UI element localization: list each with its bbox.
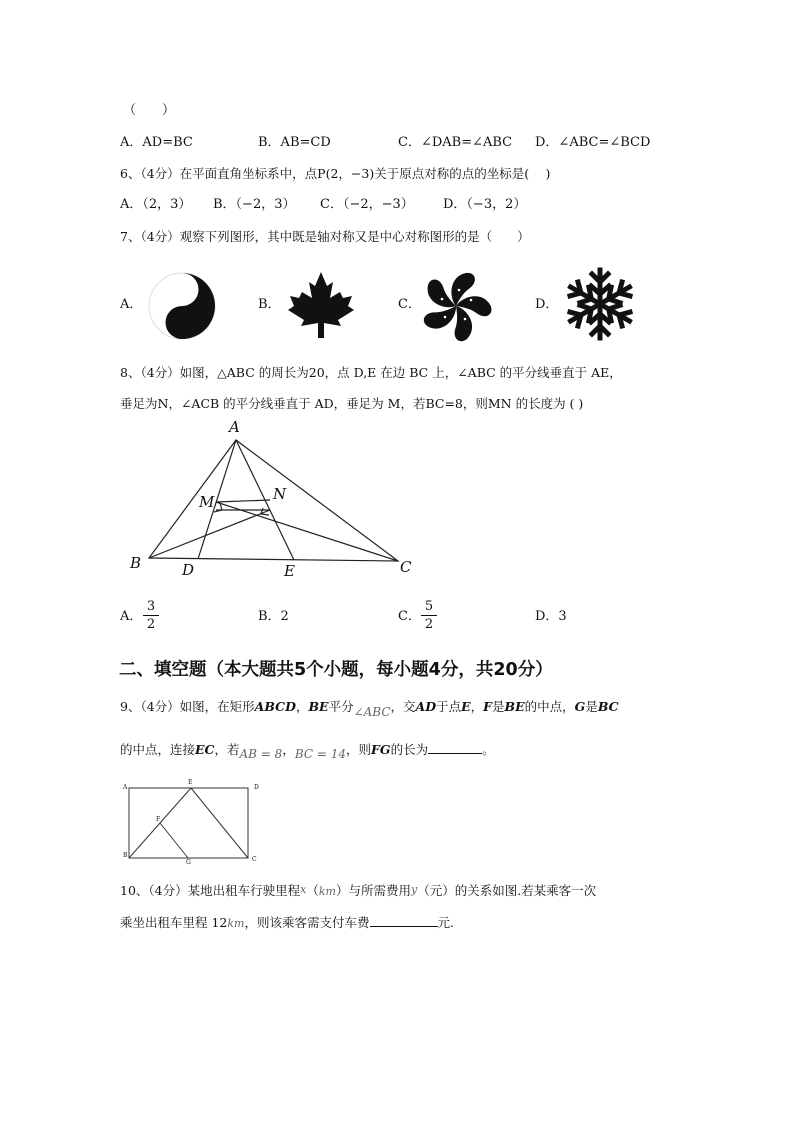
q7-option-b: B．	[258, 297, 281, 312]
q9-line2-d: 的长为	[390, 742, 429, 757]
q10-stem-line1	[120, 882, 596, 901]
q9-bc-eq: BC = 14	[294, 747, 347, 761]
q9-bc: BC	[597, 699, 619, 714]
q7-option-c: C．	[398, 297, 421, 312]
yin-yang-icon	[148, 272, 216, 340]
q9-g: G	[574, 699, 586, 714]
q9-mid2: 于点	[436, 699, 462, 714]
section-2-heading: 二、填空题（本大题共5个小题，每小题4分，共20分）	[119, 660, 553, 680]
q9-mid1: ，交	[390, 699, 416, 714]
q5-option-a: A．AD=BC	[120, 135, 193, 150]
q6-option-d: D．（−3，2）	[443, 197, 527, 212]
q8-label-d: D	[182, 561, 195, 579]
q10-line1-b: （元）的关系如图.若某乘客一次	[417, 883, 597, 898]
q8-option-b: B．2	[258, 609, 289, 624]
q8-option-c-letter: C．	[398, 609, 421, 624]
q5-option-b: B．AB=CD	[258, 135, 331, 150]
q9-rectangle-figure	[122, 779, 258, 864]
q9-f: F	[483, 699, 493, 714]
q9-label-c: C	[252, 856, 257, 863]
q10-unit-open: （	[306, 883, 319, 898]
q9-fg: FG	[371, 742, 391, 757]
q9-ab-eq: AB = 8	[239, 747, 283, 761]
q9-angle: ∠ABC	[353, 705, 391, 719]
q9-be: BE	[308, 699, 329, 714]
q9-mid3: 是	[492, 699, 505, 714]
q9-ec: EC	[195, 742, 215, 757]
q9-sep: ，	[282, 742, 295, 757]
q10-line2-end: 元.	[437, 915, 454, 930]
q9-rect-name: ABCD	[254, 699, 296, 714]
q10-answer-blank[interactable]	[370, 926, 438, 927]
q9-comma1: ，	[295, 699, 309, 714]
q8-label-b: B	[130, 554, 142, 572]
q9-line2-b: ，若	[214, 742, 240, 757]
q10-line1-a: 10、（4分）某地出租车行驶里程	[120, 883, 301, 898]
q8-stem-line2: 垂足为N，∠ACB 的平分线垂直于 AD，垂足为 M，若BC=8，则MN 的长度为 ( )	[120, 396, 584, 411]
maple-leaf-icon	[285, 270, 357, 340]
q9-label-d: D	[254, 784, 259, 791]
q8-option-d: D．3	[535, 609, 567, 624]
q10-line2-a: 乘坐出租车里程 12	[120, 915, 228, 930]
q9-be2: BE	[504, 699, 525, 714]
q6-option-b: B．（−2，3）	[213, 197, 296, 212]
q8-label-a: A	[229, 418, 240, 436]
q5-option-d: D．∠ABC=∠BCD	[535, 135, 651, 150]
q7-stem: 7、（4分）观察下列图形，其中既是轴对称又是中心对称图形的是（ ）	[120, 229, 530, 244]
q8-option-c-numerator: 5	[424, 599, 434, 614]
q8-option-c-denominator: 2	[424, 617, 434, 632]
q10-x: x	[300, 883, 307, 896]
q9-stem-line1	[120, 698, 619, 719]
q10-stem-line2	[120, 914, 454, 933]
q8-option-a-fraction	[143, 599, 159, 632]
q10-unit-close: ）与所需费用	[335, 883, 411, 898]
q8-option-c-fraction	[421, 599, 437, 632]
q9-answer-blank[interactable]	[428, 753, 482, 754]
q8-option-a-letter: A．	[120, 609, 143, 624]
bauhinia-flower-icon	[420, 270, 492, 342]
q7-option-d: D．	[535, 297, 559, 312]
q8-stem-line1: 8、（4分）如图，△ABC 的周长为20，点 D,E 在边 BC 上，∠ABC 的平分线垂直于 AE，	[120, 365, 622, 380]
q9-mid4: 的中点，	[524, 699, 575, 714]
q9-comma2: ，	[470, 699, 484, 714]
q9-label-a: A	[123, 784, 128, 791]
q9-label-f: F	[156, 816, 161, 823]
q10-y: y	[410, 883, 418, 896]
q9-stem-line2	[120, 741, 495, 759]
q8-option-a-denominator: 2	[146, 617, 156, 632]
q9-line2-a: 的中点，连接	[120, 742, 196, 757]
q10-km2: km	[227, 917, 245, 930]
q9-e: E	[461, 699, 471, 714]
q10-line2-b: ，则该乘客需支付车费	[244, 915, 370, 930]
q9-label-g: G	[186, 859, 191, 866]
q5-answer-bracket: （ ）	[123, 103, 176, 118]
q9-label-e: E	[188, 779, 193, 786]
q8-label-e: E	[284, 562, 295, 580]
q8-label-c: C	[400, 558, 412, 576]
q7-option-a: A．	[120, 297, 143, 312]
q6-option-c: C．（−2，−3）	[320, 197, 414, 212]
q6-stem: 6、（4分）在平面直角坐标系中，点P(2，−3)关于原点对称的点的坐标是( )	[120, 166, 551, 181]
q9-label-b: B	[123, 852, 128, 859]
q9-mid5: 是	[585, 699, 598, 714]
q8-option-a-numerator: 3	[146, 599, 156, 614]
q10-km: km	[318, 885, 336, 898]
q9-prefix: 9、（4分）如图，在矩形	[120, 699, 255, 714]
q9-line2-end: 。	[482, 742, 495, 757]
q9-line2-c: ，则	[346, 742, 372, 757]
q8-label-m: M	[199, 493, 215, 511]
q9-bisect: 平分	[328, 699, 354, 714]
q9-ad: AD	[415, 699, 437, 714]
q5-option-c: C．∠DAB=∠ABC	[398, 135, 513, 150]
snowflake-icon	[562, 266, 638, 342]
q6-option-a: A．（2，3）	[120, 197, 192, 212]
q8-label-n: N	[273, 485, 287, 503]
